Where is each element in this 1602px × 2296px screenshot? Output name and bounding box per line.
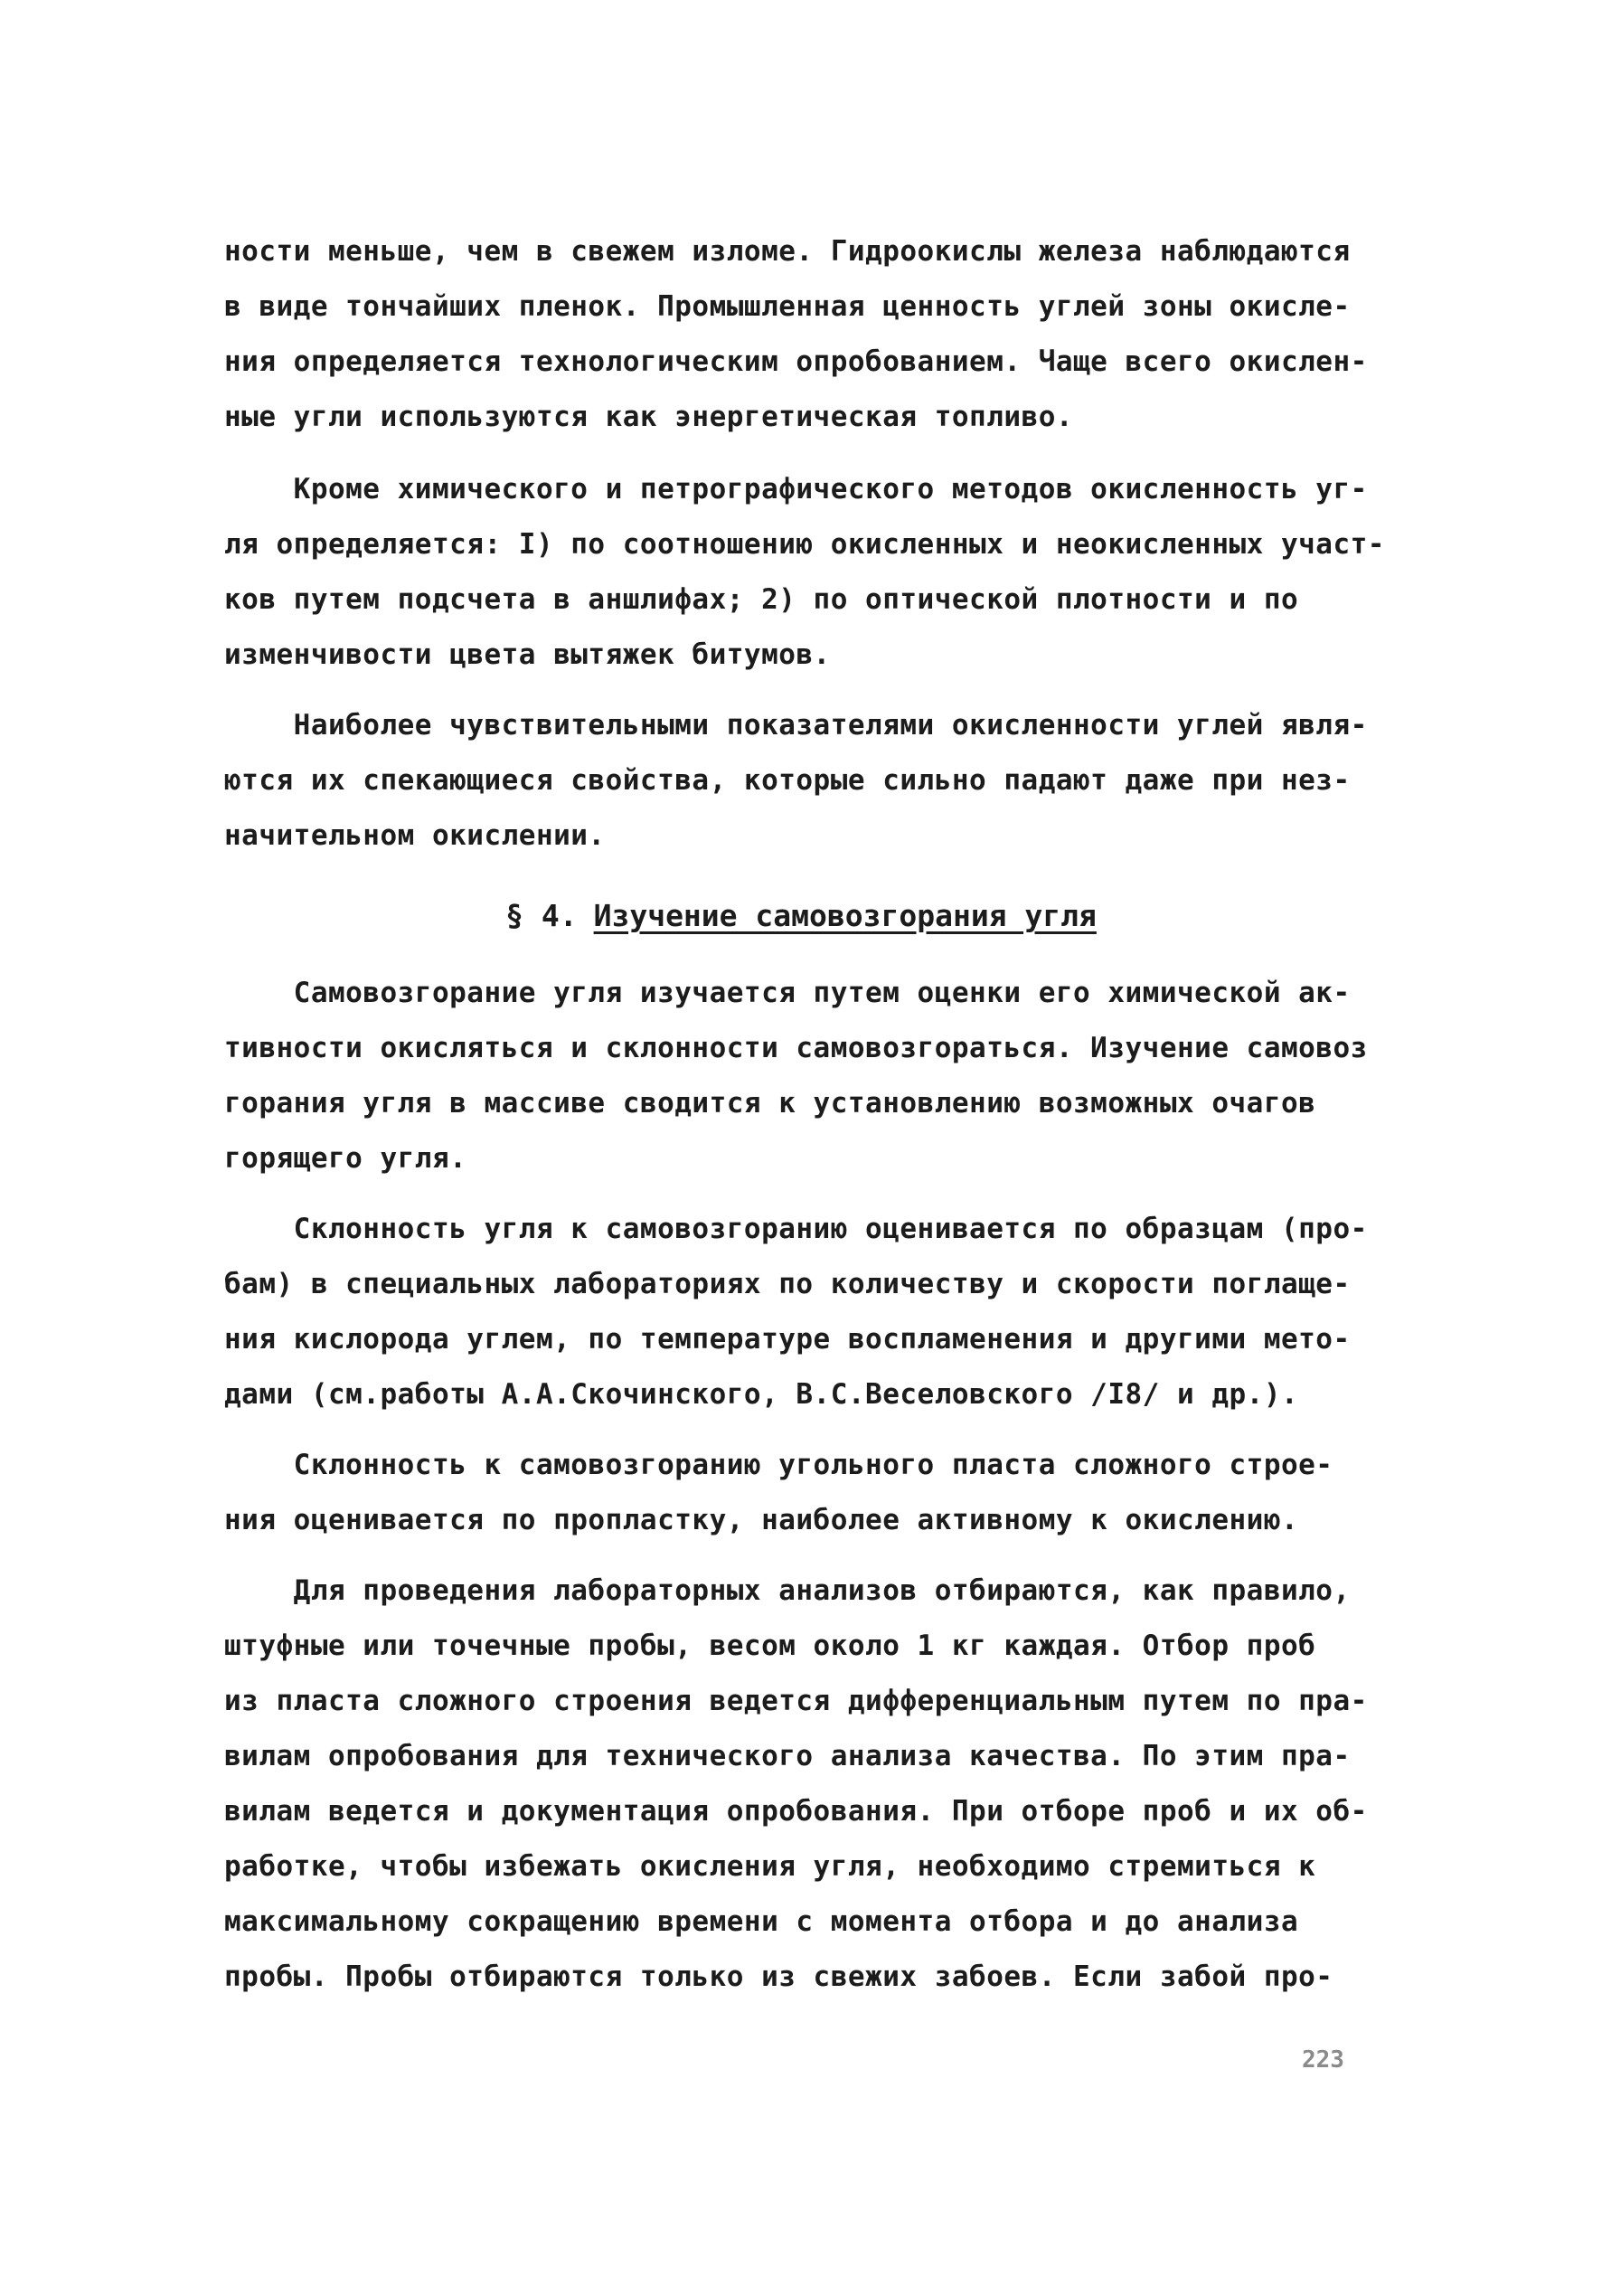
- text-line: в виде тончайших пленок. Промышленная ценность углей зоны окисле-: [224, 290, 1351, 323]
- text-line: ности меньше, чем в свежем изломе. Гидроокислы железа наблюдаются: [224, 235, 1351, 268]
- text-line: ков путем подсчета в аншлифах; 2) по оптической плотности и по: [224, 583, 1299, 616]
- text-line: вилам опробования для технического анализа качества. По этим пра-: [224, 1740, 1351, 1772]
- text-line: Для проведения лабораторных анализов отбираются, как правило,: [224, 1574, 1351, 1607]
- text-line: начительном окислении.: [224, 819, 606, 852]
- text-line: Самовозгорание угля изучается путем оценки его химической ак-: [224, 977, 1351, 1009]
- text-line: дами (см.работы А.А.Скочинского, В.С.Веселовского /I8/ и др.).: [224, 1378, 1299, 1411]
- text-line: ные угли используются как энергетическая топливо.: [224, 401, 1074, 433]
- text-line: ния оценивается по пропластку, наиболее активному к окислению.: [224, 1504, 1299, 1536]
- text-line: Склонность угля к самовозгоранию оценивается по образцам (про-: [224, 1213, 1368, 1245]
- text-line: бам) в специальных лабораториях по количеству и скорости поглаще-: [224, 1268, 1351, 1300]
- text-line: горания угля в массиве сводится к установлению возможных очагов: [224, 1087, 1316, 1120]
- text-line: тивности окисляться и склонности самовозгораться. Изучение самовоз: [224, 1032, 1368, 1064]
- text-line: Наиболее чувствительными показателями окисленности углей явля-: [224, 709, 1368, 742]
- text-line: ния кислорода углем, по температуре воспламенения и другими мето-: [224, 1323, 1351, 1356]
- text-line: ются их спекающиеся свойства, которые сильно падают даже при нез-: [224, 764, 1351, 797]
- text-line: изменчивости цвета вытяжек битумов.: [224, 638, 831, 671]
- text-line: ния определяется технологическим опробованием. Чаще всего окислен-: [224, 345, 1368, 378]
- text-line: из пласта сложного строения ведется дифференциальным путем по пра-: [224, 1685, 1368, 1717]
- section-heading: [0, 897, 1602, 935]
- page-number: 223: [1302, 2046, 1344, 2074]
- text-line: пробы. Пробы отбираются только из свежих забоев. Если забой про-: [224, 1961, 1333, 1993]
- text-line: вилам ведется и документация опробования. При отборе проб и их об-: [224, 1795, 1368, 1828]
- text-line: горящего угля.: [224, 1142, 467, 1175]
- text-line: Склонность к самовозгоранию угольного пласта сложного строе-: [224, 1449, 1333, 1481]
- text-line: Кроме химического и петрографического методов окисленность уг-: [224, 473, 1368, 505]
- text-line: максимальному сокращению времени с момента отбора и до анализа: [224, 1905, 1299, 1938]
- section-title: Изучение самовозгорания угля: [593, 898, 1097, 933]
- text-line: штуфные или точечные пробы, весом около 1 кг каждая. Отбор проб: [224, 1630, 1316, 1662]
- section-number: § 4.: [505, 898, 578, 933]
- text-line: ля определяется: I) по соотношению окисленных и неокисленных участ-: [224, 528, 1385, 561]
- text-line: работке, чтобы избежать окисления угля, необходимо стремиться к: [224, 1850, 1316, 1883]
